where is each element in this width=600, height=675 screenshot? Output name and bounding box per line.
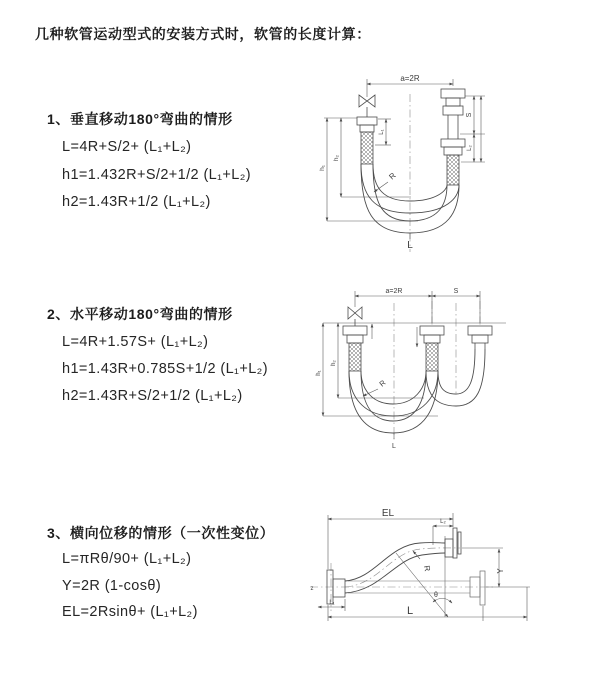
dim-label-el: EL [381,508,395,519]
diagram-vertical-180-bend [310,68,590,258]
section-1-formula-h1: h1=1.432R+S/2+1/2 (L₁+L₂) [62,167,252,183]
theta-label: θ [434,592,438,599]
section-3-formula-l: L=πRθ/90+ (L₁+L₂) [62,551,192,567]
dim-label-h2: h₂ [333,154,340,162]
dim-label-l1: L₁ [329,600,335,606]
section-2-formula-h1: h1=1.43R+0.785S+1/2 (L₁+L₂) [62,361,268,377]
length-label: L [392,443,396,450]
dim-label-a2r: a=2R [400,74,420,83]
section-2-formula-h2: h2=1.43R+S/2+1/2 (L₁+L₂) [62,388,243,404]
radius-label: R [387,170,398,182]
centerlines [310,548,496,611]
section-3-heading: 3、横向位移的情形（一次性变位） [47,525,275,541]
dim-label-a2r: a=2R [385,288,403,295]
section-1-formula-h2: h2=1.43R+1/2 (L₁+L₂) [62,194,211,210]
dim-label-l1: L₁ [379,129,385,135]
length-label: L [406,605,414,617]
braided-hose-section [447,155,459,185]
diagram-lateral-displacement [300,503,600,648]
centerline-mark: z [310,586,314,592]
flanges-and-pipes [327,528,485,605]
length-label: L [407,240,413,251]
braided-hose-section [349,343,361,371]
radius-label: R [377,378,388,389]
braided-hose-section [361,132,373,164]
section-3-formula-y: Y=2R (1-cosθ) [62,578,162,594]
section-2-heading: 2、水平移动180°弯曲的情形 [47,306,233,322]
dim-label-h1: h₁ [319,165,326,171]
hose-fittings [343,307,492,371]
dim-label-h2: h₂ [331,360,337,366]
hose-u-bends [349,349,485,433]
braided-hose-section [426,343,438,371]
dim-label-s: S [466,112,473,118]
page-title: 几种软管运动型式的安装方式时，软管的长度计算： [35,26,371,42]
diagram-horizontal-180-bend [310,283,590,458]
section-1-formula-l: L=4R+S/2+ (L₁+L₂) [62,139,192,155]
valve-icon [348,307,362,319]
radius-label: R [422,564,432,573]
dim-label-l2: L₂ [440,519,446,525]
section-1-heading: 1、垂直移动180°弯曲的情形 [47,111,233,127]
section-2-formula-l: L=4R+1.57S+ (L₁+L₂) [62,334,209,350]
dimension-lines [324,79,485,239]
dim-label-s: S [453,288,459,295]
dim-label-h1: h₁ [316,370,322,376]
section-3-formula-el: EL=2Rsinθ+ (L₁+L₂) [62,604,198,620]
dim-label-y: Y [496,568,505,574]
dim-label-l2: L₂ [467,145,473,151]
